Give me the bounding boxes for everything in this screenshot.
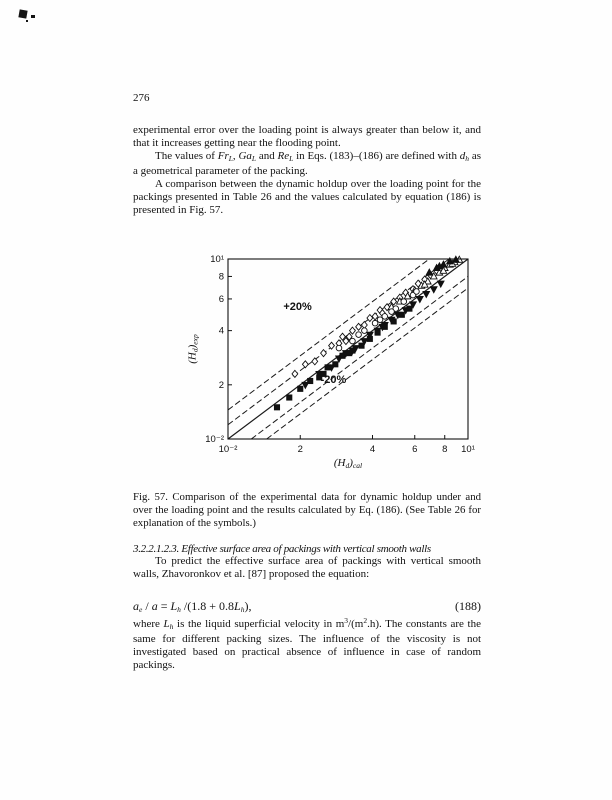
data-point-triangle-down xyxy=(417,296,424,302)
math-sub: d xyxy=(345,461,350,470)
paragraph-2 xyxy=(133,150,481,178)
data-point-diamond xyxy=(350,327,356,334)
text-run: / xyxy=(142,599,152,613)
text-run: (H xyxy=(333,457,346,469)
math-var: a xyxy=(151,599,158,613)
y-tick-label: 10¹ xyxy=(210,254,224,265)
math-var: L xyxy=(234,599,241,613)
data-point-triangle-down xyxy=(430,287,437,293)
text-run: , xyxy=(232,150,239,162)
math-var: Re xyxy=(277,150,290,162)
math-sub: h xyxy=(240,605,245,614)
text-run: .h). The constants are the same for different packing sizes. The influence of the viscosity is not investigated based on practical absence of influence in case of random packings. xyxy=(133,618,481,671)
y-tick-label: 10⁻² xyxy=(205,434,224,445)
scan-artifact xyxy=(18,9,27,18)
equation-number: (188) xyxy=(455,599,481,613)
figure-57 xyxy=(133,249,481,481)
y-axis-label xyxy=(187,334,200,363)
text-run: ) xyxy=(349,457,353,469)
x-tick-label: 2 xyxy=(297,444,303,455)
x-tick-label: 10¹ xyxy=(461,444,475,455)
y-tick-label: 4 xyxy=(218,325,224,337)
math-sub: L xyxy=(228,154,233,163)
math-var: Fr xyxy=(217,150,229,162)
data-point-square xyxy=(399,312,404,317)
x-axis-label xyxy=(228,457,468,470)
tolerance-line xyxy=(228,259,429,410)
data-point-circle xyxy=(389,309,395,315)
section-heading: 3.2.2.1.2.3. Effective surface area of packings with vertical smooth walls xyxy=(133,543,431,555)
math-var: Ga xyxy=(238,150,252,162)
data-point-diamond xyxy=(292,370,298,377)
text-run: is the liquid superficial velocity in m xyxy=(173,618,345,630)
data-point-square xyxy=(359,343,364,348)
text-run: /(m xyxy=(348,618,364,630)
data-point-triangle-down xyxy=(423,291,430,297)
math-sub: e xyxy=(139,605,143,614)
data-point-square xyxy=(382,324,387,329)
data-point-circle xyxy=(350,338,356,344)
text-run: and xyxy=(256,150,278,162)
data-point-triangle-down xyxy=(437,281,444,287)
data-point-square xyxy=(407,306,412,311)
data-point-circle xyxy=(356,332,362,338)
data-point-circle xyxy=(336,345,342,351)
page-number: 276 xyxy=(133,92,150,104)
text-run: The values of xyxy=(155,150,218,162)
paragraph-4 xyxy=(133,555,481,581)
text-run: where xyxy=(133,618,164,630)
math-sub: h xyxy=(465,154,470,163)
data-point-square xyxy=(325,365,330,370)
figure-caption xyxy=(133,491,481,530)
equation-body xyxy=(133,599,251,614)
math-sub: exp xyxy=(190,334,200,345)
data-point-square xyxy=(340,353,345,358)
paragraph-1 xyxy=(133,124,481,150)
text-run: /(1.8 + 0.8 xyxy=(180,599,235,613)
parity-line xyxy=(228,259,468,439)
math-sub: L xyxy=(289,154,294,163)
data-point-square xyxy=(391,319,396,324)
data-point-square xyxy=(333,362,338,367)
math-var: L xyxy=(163,618,170,630)
tolerance-label: +20% xyxy=(283,301,312,314)
data-point-diamond xyxy=(302,361,308,368)
x-tick-label: 4 xyxy=(369,444,376,455)
text-run: ) xyxy=(186,344,199,349)
data-point-diamond xyxy=(356,323,362,330)
text-run: in Eqs. (183)–(186) are defined with xyxy=(293,150,460,162)
math-sup: 3 xyxy=(344,616,349,625)
math-sub: L xyxy=(251,154,257,163)
math-var: L xyxy=(170,599,178,613)
page-content xyxy=(133,92,481,672)
tolerance-label: -20% xyxy=(320,373,347,386)
text-run: ), xyxy=(244,599,252,613)
y-tick-label: 2 xyxy=(218,379,224,391)
data-point-diamond xyxy=(321,350,327,357)
text-run: (H xyxy=(186,352,199,364)
math-sub: cal xyxy=(352,461,363,470)
paragraph-3 xyxy=(133,178,481,217)
math-var: a xyxy=(133,599,139,613)
text-run: To predict the effective surface area of packings with vertical smooth walls, Zhavoronkov et al. [87] proposed the equation: xyxy=(133,555,481,580)
text-run: = xyxy=(157,599,171,613)
x-tick-label: 8 xyxy=(442,444,448,455)
data-point-square xyxy=(308,378,313,383)
data-point-square xyxy=(367,336,372,341)
paragraph-5 xyxy=(133,614,481,672)
x-tick-label: 10⁻² xyxy=(218,444,238,455)
holdup-scatter-chart xyxy=(176,249,476,461)
data-point-square xyxy=(375,330,380,335)
scan-artifact xyxy=(31,15,35,18)
data-point-circle xyxy=(362,328,368,334)
math-sub: h xyxy=(169,622,174,631)
data-point-diamond xyxy=(312,358,318,365)
x-tick-label: 6 xyxy=(412,444,418,455)
data-point-square xyxy=(298,386,303,391)
equation-188 xyxy=(133,599,481,614)
math-var: d xyxy=(459,150,466,162)
y-tick-label: 6 xyxy=(218,293,224,305)
data-point-square xyxy=(274,405,279,410)
data-point-circle xyxy=(414,289,420,295)
math-sub: h xyxy=(177,605,181,614)
math-sup: 2 xyxy=(363,616,368,625)
data-point-circle xyxy=(401,299,407,305)
scan-artifact xyxy=(26,20,28,22)
text-run: experimental error over the loading point is always greater than below it, and that it increases getting near the flooding point. xyxy=(133,124,481,149)
data-point-circle xyxy=(372,320,378,326)
data-point-circle xyxy=(377,317,383,323)
y-tick-label: 8 xyxy=(218,271,224,283)
text-run: as a geometrical parameter of the packing. xyxy=(133,150,481,177)
data-point-square xyxy=(347,351,352,356)
data-point-square xyxy=(287,395,292,400)
math-sub: d xyxy=(190,348,200,353)
text-run: A comparison between the dynamic holdup over the loading point for the packings presented in Table 26 and the values calculated by equation (186) is presented in Fig. 57. xyxy=(133,178,481,216)
text-run: Fig. 57. Comparison of the experimental data for dynamic holdup under and over the loading point and the results calculated by Eq. (186). (See Table 26 for explanation of the symbols.) xyxy=(133,491,481,529)
